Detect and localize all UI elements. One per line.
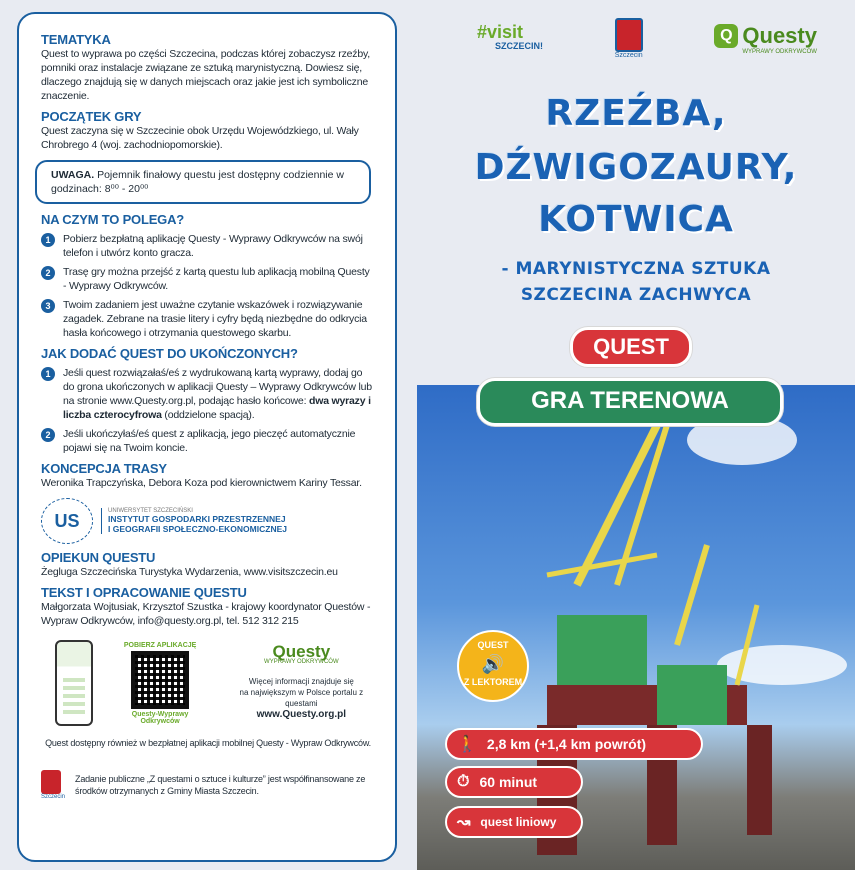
questy-logo: Questy (272, 642, 331, 661)
lektor-line-2: Z LEKTOREM (463, 677, 523, 687)
game-type-label: GRA TERENOWA (477, 378, 783, 426)
step-number: 3 (41, 299, 55, 313)
university-name: UNIWERSYTET SZCZECIŃSKI (108, 508, 193, 514)
title-line-3: KOTWICA (538, 199, 734, 240)
audio-guide-badge (457, 630, 529, 702)
szczecin-crest-icon (41, 770, 61, 794)
title-line-1: RZEŹBA, (545, 93, 727, 134)
distance-badge (445, 728, 703, 760)
institute-line-1: INSTYTUT GOSPODARKI PRZESTRZENNEJ (108, 514, 286, 524)
qr-block[interactable] (115, 642, 206, 725)
university-seal-icon: US (41, 498, 93, 544)
qr-code-icon[interactable] (131, 651, 189, 709)
poczatek-text: Quest zaczyna się w Szczecinie obok Urzędu Wojewódzkiego, ul. Wały Chrobrego 4 (woj. zachodniopomorskie). (41, 125, 359, 151)
step-text: Twoim zadaniem jest uważne czytanie wskazówek i rozwiązywanie zagadek. Zebrane na trasie litery i cyfry będą niezbędne do odkrycia hasła końcowego i otrzymania questowego skarbu. (63, 299, 367, 339)
institute-text (101, 508, 287, 534)
qr-label: POBIERZ APLIKACJĘ (123, 641, 197, 649)
step-item (41, 298, 375, 340)
step-text: Trasę gry można przejść z kartą questu lub aplikacją mobilną Questy - Wyprawy Odkrywców. (63, 266, 370, 292)
timer-icon: ⏱ (457, 773, 470, 790)
poczatek-heading: POCZĄTEK GRY (41, 109, 142, 124)
duration-text: 60 minut (479, 774, 538, 790)
portal-info-2: na największym w Polsce portalu z questami (239, 688, 364, 708)
tekst-text: Małgorzata Wojtusiak, Krzysztof Szustka - krajowy koordynator Questów - Wypraw Odkrywców, info@questy.org.pl, tel. 512 312 215 (41, 601, 371, 627)
speaker-icon: 🔊 (481, 654, 505, 674)
questy-sub: WYPRAWY ODKRYWCÓW (742, 48, 817, 55)
route-type-badge (445, 806, 583, 838)
visit-sub: SZCZECIN! (495, 40, 543, 51)
uwaga-text: Pojemnik finałowy questu jest dostępny codziennie w godzinach: 8⁰⁰ - 20⁰⁰ (51, 169, 344, 195)
app-promo (41, 640, 375, 726)
step-text: Jeśli ukończyłaś/eś quest z aplikacją, jego pieczęć automatycznie pojawi się na Twoim koncie. (63, 428, 356, 454)
logo-bar (477, 18, 817, 59)
route-type-text: quest liniowy (480, 815, 557, 829)
questy-logo-sub: WYPRAWY ODKRYWCÓW (264, 659, 339, 665)
step-item (41, 265, 375, 293)
footer (41, 770, 375, 800)
lektor-line-1: QUEST (477, 640, 509, 650)
uwaga-label: UWAGA. (51, 169, 95, 181)
uwaga-box (35, 160, 371, 204)
crest-label: Szczecin (614, 52, 643, 59)
step-text: Pobierz bezpłatną aplikację Questy - Wyprawy Odkrywców na swój telefon i utwórz konto gracza. (63, 233, 363, 259)
koncepcja-text: Weronika Trapczyńska, Debora Koza pod kierownictwem Kariny Tessar. (41, 477, 362, 489)
cover-panel (417, 0, 855, 870)
step-text-tail: (oddzielone spacją). (161, 409, 255, 421)
visit-text: #visit (477, 21, 524, 42)
crest-icon (615, 18, 643, 52)
tematyka-heading: TEMATYKA (41, 32, 111, 47)
distance-text: 2,8 km (+1,4 km powrót) (486, 736, 647, 752)
tematyka-text: Quest to wyprawa po części Szczecina, podczas której zobaczysz rzeźby, pomniki oraz instalacje związane ze sztuką marynistyczną. Dowiesz się, dlaczego znajdują się w danych miejscach oraz jakie jest ich symboliczne znaczenie. (41, 48, 370, 102)
subtitle-line-2: SZCZECINA ZACHWYCA (520, 285, 752, 305)
step-item (41, 232, 375, 260)
institute-logo-block (41, 498, 375, 544)
questy-name: Questy (742, 22, 817, 48)
questy-top-logo (714, 23, 817, 55)
opiekun-heading: OPIEKUN QUESTU (41, 550, 156, 565)
step-number: 2 (41, 266, 55, 280)
city-label: Szczecin (41, 794, 66, 800)
step-text-main: Jeśli quest rozwiązałaś/eś z wydrukowaną kartą wyprawy, dodaj go do grona ukończonych w aplikacji Questy – Wyprawy Odkrywców lub na stronie www.Questy.org.pl, podając hasło końcowe: (63, 367, 372, 407)
password-hint: dwa wyrazy i liczba czterocyfrowa (63, 395, 371, 421)
step-text (63, 366, 375, 422)
city-crest (41, 770, 65, 800)
route-icon: ↝ (457, 814, 471, 831)
step-item (41, 427, 375, 455)
duration-badge (445, 766, 583, 798)
opiekun-text: Żegluga Szczecińska Turystyka Wydarzenia, www.visitszczecin.eu (41, 566, 338, 578)
qr-caption: Questy-Wyprawy Odkrywców (131, 710, 189, 725)
app-note: Quest dostępny również w bezpłatnej aplikacji mobilnej Questy - Wypraw Odkrywców. (45, 738, 371, 748)
info-panel (17, 12, 397, 862)
portal-url-link[interactable]: www.Questy.org.pl (256, 709, 347, 720)
subtitle-line-1: - MARYNISTYCZNA SZTUKA (501, 259, 771, 279)
szczecin-crest-logo (615, 18, 643, 59)
walking-icon: 🚶 (457, 736, 477, 753)
koncepcja-heading: KONCEPCJA TRASY (41, 461, 167, 476)
step-item (41, 366, 375, 422)
na-czym-heading: NA CZYM TO POLEGA? (41, 212, 185, 227)
step-number: 2 (41, 428, 55, 442)
visit-szczecin-logo (477, 21, 543, 53)
institute-line-2: I GEOGRAFII SPOŁECZNO-EKONOMICZNEJ (108, 524, 287, 534)
questy-q-icon: Q (714, 24, 738, 48)
funding-note: Zadanie publiczne „Z questami o sztuce i kulturze” jest współfinansowane ze środków otrzymanych z Gminy Miasta Szczecin. (75, 774, 366, 796)
title-line-2: DŹWIGOZAURY, (474, 147, 798, 188)
questy-portal-info (228, 642, 375, 720)
quest-label: QUEST (570, 327, 692, 367)
step-number: 1 (41, 233, 55, 247)
phone-mockup-icon (55, 640, 93, 726)
tekst-heading: TEKST I OPRACOWANIE QUESTU (41, 585, 247, 600)
portal-info-1: Więcej informacji znajduje się (248, 677, 354, 686)
jak-dodac-heading: JAK DODAĆ QUEST DO UKOŃCZONYCH? (41, 346, 298, 361)
step-number: 1 (41, 367, 55, 381)
